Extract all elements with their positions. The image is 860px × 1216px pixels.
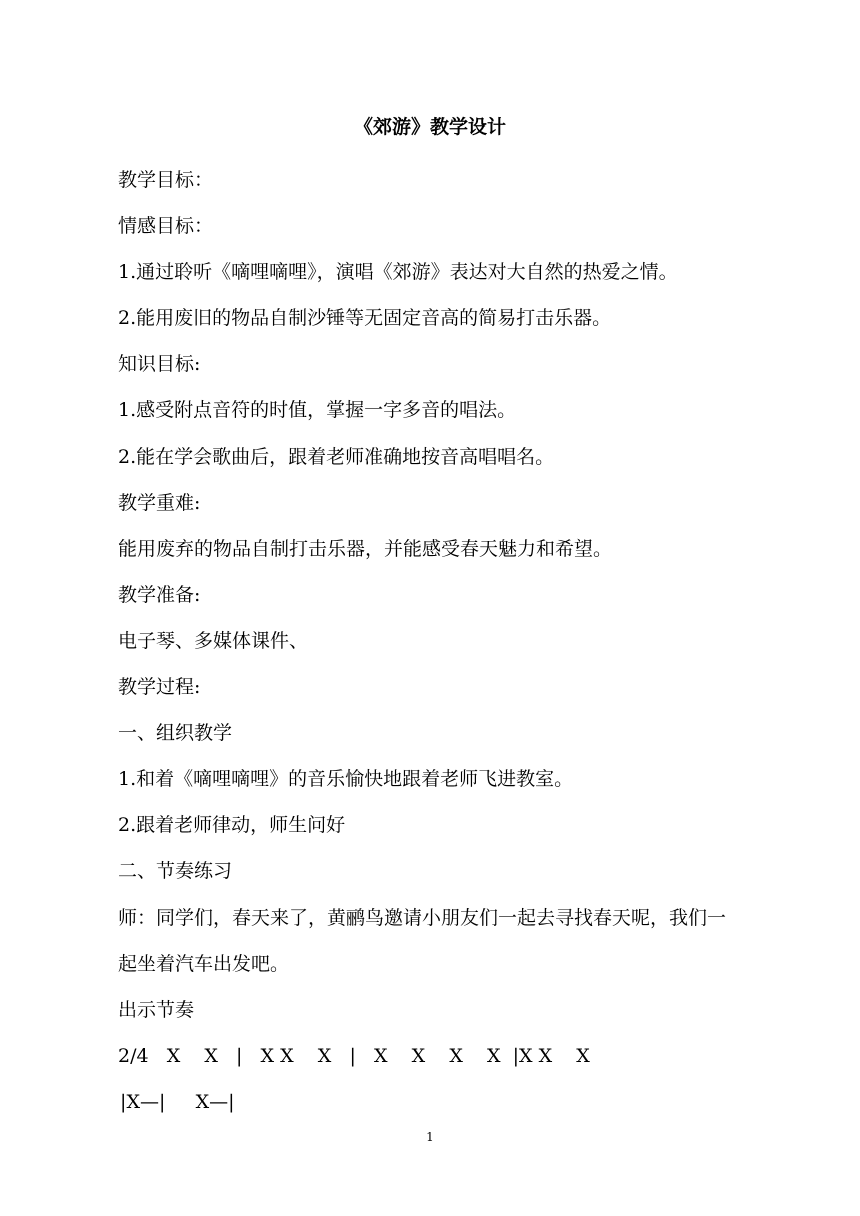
page-number: 1 [426,1130,434,1144]
paragraph: 1.感受附点音符的时值，掌握一字多音的唱法。 [118,399,517,422]
subheading-knowledge-goals: 知识目标: [118,353,201,376]
subheading-rhythm-practice: 二、节奏练习 [118,860,233,883]
section-heading-key-difficulties: 教学重难: [118,491,201,514]
document-title: 《郊游》教学设计 [353,116,506,138]
rhythm-notation-line-continued: |X—| X—| [114,1090,235,1113]
document-body [114,157,742,1125]
subheading-emotional-goals: 情感目标： [118,215,214,238]
paragraph: 2.能在学会歌曲后，跟着老师准确地按音高唱唱名。 [118,445,555,468]
paragraph: 1.和着《嘀哩嘀哩》的音乐愉快地跟着老师飞进教室。 [118,768,574,791]
section-heading-preparation: 教学准备: [118,583,201,606]
teacher-dialogue-paragraph: 师：同学们，春天来了，黄鹂鸟邀请小朋友们一起去寻找春天呢，我们一起坐着汽车出发吧。 [118,906,727,975]
paragraph: 电子琴、多媒体课件、 [118,629,309,652]
section-heading-process: 教学过程: [118,676,201,699]
paragraph: 能用废弃的物品自制打击乐器，并能感受春天魅力和希望。 [118,537,613,560]
paragraph: 2.跟着老师律动，师生问好 [118,814,346,837]
paragraph: 1.通过聆听《嘀哩嘀哩》，演唱《郊游》表达对大自然的热爱之情。 [118,261,678,284]
paragraph: 2.能用废旧的物品自制沙锤等无固定音高的简易打击乐器。 [118,307,612,330]
subheading-organize-teaching: 一、组织教学 [118,722,233,745]
paragraph: 出示节奏 [118,998,195,1021]
rhythm-notation-line: 2/4 X X | X X X | X X X X |X X X [118,1044,590,1067]
section-heading-teaching-goals: 教学目标： [118,169,214,191]
